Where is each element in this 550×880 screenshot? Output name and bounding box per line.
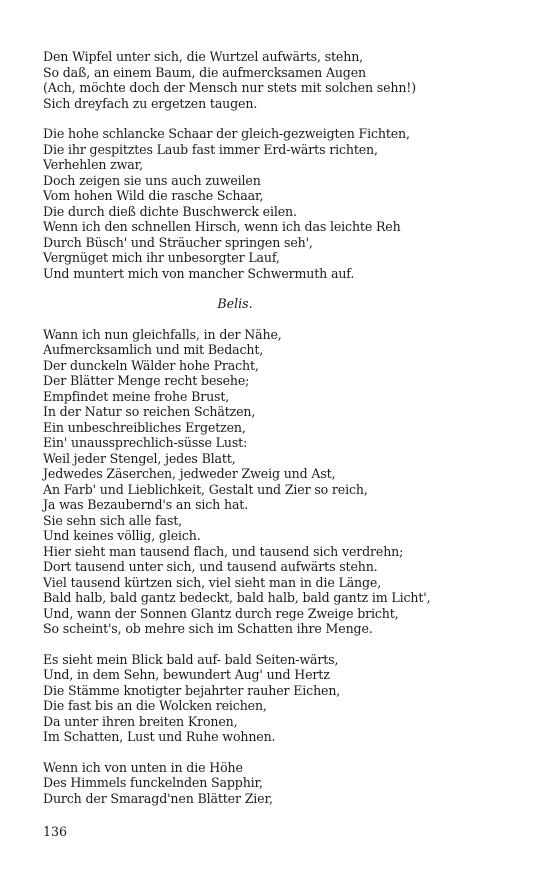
verse-line: Es sieht mein Blick bald auf- bald Seiten-wärts,	[43, 651, 339, 667]
verse-line: Wenn ich von unten in die Höhe	[43, 759, 243, 775]
verse-line: Der Blätter Menge recht besehe;	[43, 373, 250, 388]
verse-line: Aufmercksamlich und mit Bedacht,	[43, 342, 264, 357]
verse-line: Vom hohen Wild die rasche Schaar,	[43, 188, 264, 203]
verse-line: Die Stämme knotigter bejahrter rauher Eichen,	[43, 682, 341, 698]
verse-line: Den Wipfel unter sich, die Wurtzel aufwärts, stehn,	[43, 49, 364, 64]
verse-line: Und muntert mich von mancher Schwermuth auf.	[43, 265, 355, 281]
verse-line: Der dunckeln Wälder hohe Pracht,	[43, 357, 259, 373]
verse-line: In der Natur so reichen Schätzen,	[43, 404, 256, 419]
verse-line: Wenn ich den schnellen Hirsch, wenn ich das leichte Reh	[43, 219, 401, 234]
verse-line: Sich dreyfach zu ergetzen taugen.	[43, 95, 258, 111]
verse-line: Doch zeigen sie uns auch zuweilen	[43, 172, 261, 188]
verse-line: Empfindet meine frohe Brust,	[43, 388, 230, 404]
stanza-1	[43, 49, 513, 111]
verse-line: Durch Büsch' und Sträucher springen seh',	[43, 234, 313, 250]
verse-line: So daß, an einem Baum, die aufmercksamen Augen	[43, 64, 366, 80]
verse-line: Und, in dem Sehn, bewundert Aug' und Hertz	[43, 667, 330, 682]
verse-line: Und keines völlig, gleich.	[43, 528, 201, 543]
verse-line: (Ach, möchte doch der Mensch nur stets mit solchen sehn!)	[43, 80, 416, 95]
stanza-4	[43, 652, 513, 745]
verse-line: Ja was Bezaubernd's an sich hat.	[43, 497, 249, 512]
verse-line: An Farb' und Lieblichkeit, Gestalt und Zier so reich,	[43, 481, 368, 497]
verse-line: Die hohe schlancke Schaar der gleich-gezweigten Fichten,	[43, 126, 410, 141]
verse-line: Hier sieht man tausend flach, und tausend sich verdrehn;	[43, 543, 404, 559]
verse-line: Bald halb, bald gantz bedeckt, bald halb, bald gantz im Licht',	[43, 590, 431, 605]
verse-line: Wann ich nun gleichfalls, in der Nähe,	[43, 326, 282, 342]
stanza-5	[43, 760, 513, 807]
verse-line: Sie sehn sich alle fast,	[43, 512, 183, 528]
verse-line: Ein unbeschreibliches Ergetzen,	[43, 419, 246, 435]
verse-line: So scheint's, ob mehre sich im Schatten ihre Menge.	[43, 621, 373, 636]
verse-line: Des Himmels funckelnden Sapphir,	[43, 775, 263, 790]
verse-line: Weil jeder Stengel, jedes Blatt,	[43, 450, 236, 466]
verse-line: Dort tausend unter sich, und tausend aufwärts stehn.	[43, 559, 378, 574]
page-number: 136	[43, 824, 68, 839]
verse-line: Im Schatten, Lust und Ruhe wohnen.	[43, 729, 276, 744]
verse-line: Vergnüget mich ihr unbesorgter Lauf,	[43, 250, 280, 265]
verse-line: Ein' unaussprechlich-süsse Lust:	[43, 435, 248, 450]
speaker-heading: Belis.	[217, 296, 253, 311]
verse-line: Die durch dieß dichte Buschwerck eilen.	[43, 203, 297, 219]
poem-text	[43, 49, 513, 821]
verse-line: Und, wann der Sonnen Glantz durch rege Zweige bricht,	[43, 605, 399, 621]
verse-line: Jedwedes Zäserchen, jedweder Zweig und Ast,	[43, 466, 336, 481]
verse-line: Die ihr gespitztes Laub fast immer Erd-wärts richten,	[43, 141, 378, 157]
verse-line: Da unter ihren breiten Kronen,	[43, 713, 238, 729]
verse-line: Viel tausend kürtzen sich, viel sieht man in die Länge,	[43, 574, 382, 590]
verse-line: Durch der Smaragd'nen Blätter Zier,	[43, 790, 273, 806]
verse-line: Verhehlen zwar,	[43, 157, 143, 172]
verse-line: Die fast bis an die Wolcken reichen,	[43, 698, 267, 713]
stanza-2	[43, 126, 513, 281]
stanza-3	[43, 327, 513, 637]
